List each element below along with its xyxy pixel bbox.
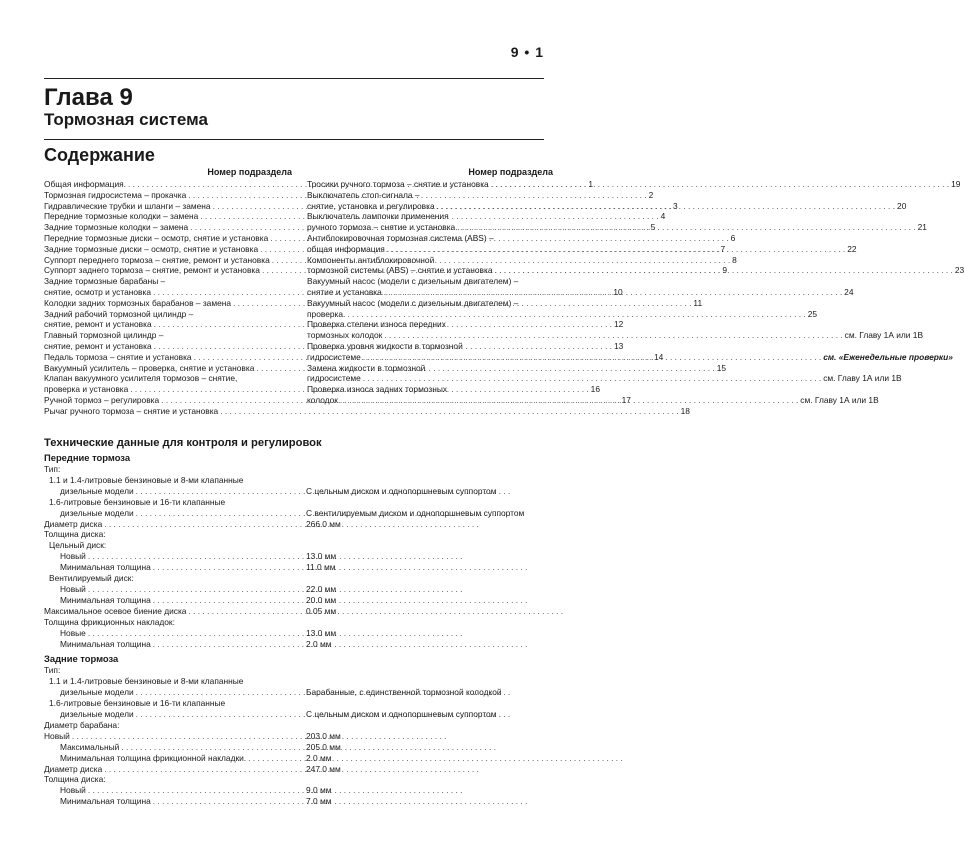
toc-entry-number: см. «Еженедельные проверки» xyxy=(823,351,953,362)
toc-entry-text: Тросики ручного тормоза – снятие и установка xyxy=(307,179,489,189)
spec-key xyxy=(44,464,306,475)
page-number: 9 • 1 xyxy=(510,44,544,60)
toc-entry-line xyxy=(307,222,927,233)
spec-row xyxy=(44,595,556,606)
spec-row xyxy=(44,486,556,497)
dot-leader xyxy=(384,287,842,298)
spec-key-text: Диаметр диска xyxy=(44,518,103,529)
toc-entry-line xyxy=(307,373,902,384)
toc-entry-text: Клапан вакуумного усилителя тормозов – снятие, xyxy=(44,373,238,384)
spec-key-text: Новый xyxy=(60,551,86,562)
spec-key xyxy=(44,774,306,785)
spec-value: 205.0 мм xyxy=(306,741,341,752)
spec-value: С цельным диском и однопоршневым суппортом xyxy=(306,485,497,496)
spec-key xyxy=(44,639,306,650)
spec-value: 247.0 мм xyxy=(306,763,341,774)
spec-key-text: Толщина диска: xyxy=(44,774,106,785)
front-brakes-heading: Передние тормоза xyxy=(44,452,131,463)
rear-brakes-heading: Задние тормоза xyxy=(44,653,119,665)
toc-entry-number: 14 xyxy=(653,351,664,362)
spec-key-text: Новый xyxy=(44,730,70,741)
spec-row xyxy=(44,475,556,486)
spec-key xyxy=(44,720,306,731)
spec-value xyxy=(306,540,556,551)
toc-entry-text: Вакуумный усилитель – проверка, снятие и установка xyxy=(44,362,255,373)
toc-entry-text: Задний рабочий тормозной цилиндр – xyxy=(44,308,194,319)
spec-key-text: Минимальная толщина xyxy=(60,638,151,649)
spec-row xyxy=(44,529,556,540)
spec-value: Барабанные, с единственной тормозной колодкой xyxy=(306,687,502,698)
spec-key-text: Новые xyxy=(60,627,86,638)
spec-key-text: Цельный диск: xyxy=(49,540,107,551)
spec-key-text: Минимальная толщина фрикционной накладки. xyxy=(60,752,247,763)
toc-entry-number: 5 xyxy=(650,222,656,233)
chapter-label: Глава 9 xyxy=(44,84,133,111)
toc-entry-text: Колодки задних тормозных барабанов – замена xyxy=(44,297,232,308)
toc-entry-line xyxy=(307,330,924,341)
toc-entry-number: 21 xyxy=(917,222,927,233)
spec-key xyxy=(44,475,306,486)
spec-key xyxy=(44,665,306,676)
toc-entry-line xyxy=(307,233,553,244)
spec-key xyxy=(44,687,306,698)
toc-entry-text: тормозной системы (ABS) – снятие и установка xyxy=(307,265,493,276)
toc-entry-text: Проверка уровня жидкости в тормозной xyxy=(307,340,463,351)
toc-entry[interactable] xyxy=(307,232,857,255)
top-rule xyxy=(44,78,544,79)
spec-value xyxy=(306,665,556,676)
dot-leader xyxy=(384,330,842,341)
toc-entry-number: 12 xyxy=(614,319,624,330)
spec-value: 2.0 мм xyxy=(306,638,332,649)
spec-value xyxy=(306,475,556,486)
spec-key xyxy=(44,551,306,562)
spec-row xyxy=(44,562,556,573)
toc-entry-text: Гидравлические трубки и шланги – замена xyxy=(44,200,211,211)
toc-entry-line xyxy=(44,330,292,341)
toc-entry-line xyxy=(307,384,553,395)
spec-key xyxy=(44,595,306,606)
toc-entry-text: Задние тормозные колодки – замена xyxy=(44,222,189,233)
spec-value: 2.0 мм xyxy=(306,752,332,763)
spec-value: 266.0 мм xyxy=(306,518,341,529)
spec-key-text: Минимальная толщина xyxy=(60,562,151,573)
toc-entry-text: Передние тормозные колодки – замена xyxy=(44,211,199,222)
chapter-subtitle: Тормозная система xyxy=(44,110,208,129)
toc-entry-number: 9 xyxy=(722,265,727,276)
dot-leader xyxy=(387,244,845,255)
spec-key-text: дизельные модели xyxy=(60,507,134,518)
toc-entry-number: см. Главу 1А или 1В xyxy=(844,330,924,341)
toc-entry-line xyxy=(44,309,292,320)
dot-leader xyxy=(340,395,798,406)
spec-value: 22.0 мм xyxy=(306,583,337,594)
spec-row xyxy=(44,774,556,785)
toc-entry-number: 10 xyxy=(613,286,623,297)
spec-key xyxy=(44,698,306,709)
spec-key xyxy=(44,731,306,742)
toc-entry-line xyxy=(307,341,553,352)
toc-entry-text: Выключатель стоп-сигнала – xyxy=(307,189,420,200)
spec-key-text: 1.6-литровые бензиновые и 16-ти клапанные xyxy=(49,698,226,709)
spec-key-text: Вентилируемый диск: xyxy=(49,573,134,584)
toc-entry-number: 11 xyxy=(693,297,703,308)
toc-entry-text: снятие, ремонт и установка xyxy=(44,340,152,351)
front-brakes-table xyxy=(44,464,556,649)
toc-entry-number: 13 xyxy=(614,340,624,351)
spec-row xyxy=(44,665,556,676)
spec-key-text: Тип: xyxy=(44,464,61,474)
toc-column-header: Номер подраздела xyxy=(207,167,292,177)
spec-key-text: 1.1 и 1.4-литровые бензиновые и 8-ми клапанные xyxy=(49,474,244,485)
toc-entry-text: Педаль тормоза – снятие и установка xyxy=(44,351,192,362)
spec-row xyxy=(44,606,556,617)
toc-entry-text: Задние тормозные диски – осмотр, снятие и установка xyxy=(44,243,259,254)
spec-row xyxy=(44,584,556,595)
toc-entry-number: см. Главу 1А или 1В xyxy=(823,373,902,384)
spec-row xyxy=(44,617,556,628)
spec-value xyxy=(306,774,556,785)
spec-key xyxy=(44,606,306,617)
spec-key xyxy=(44,796,306,807)
toc-entry-text: снятие, осмотр и установка xyxy=(44,286,151,297)
contents-title: Содержание xyxy=(44,145,155,165)
toc-entry-text: Компоненты антиблокировочной xyxy=(307,254,435,265)
tech-data-section xyxy=(44,436,556,807)
toc-entry-text: ручного тормоза – снятие и установка xyxy=(307,222,456,233)
spec-row xyxy=(44,742,556,753)
spec-row xyxy=(44,464,556,475)
toc-entry-number: 1 xyxy=(588,179,594,189)
spec-row xyxy=(44,687,556,698)
toc-entry-line xyxy=(307,190,553,201)
spec-value: 9.0 мм xyxy=(306,785,332,796)
spec-value: С цельным диском и однопоршневым суппортом xyxy=(306,709,497,720)
toc-entry-number: 19 xyxy=(951,179,961,189)
spec-key-text: дизельные модели xyxy=(60,485,134,496)
spec-value: С вентилируемым диском и однопоршневым суппортом xyxy=(306,507,525,518)
toc-entry-text: Проверка износа задних тормозных xyxy=(307,384,448,395)
dot-leader xyxy=(491,179,949,190)
toc-entry-line xyxy=(307,243,857,255)
toc-entry-line xyxy=(307,255,553,266)
spec-row xyxy=(44,709,556,720)
spec-key-text: Новый xyxy=(60,785,86,796)
toc-entry-text: Вакуумный насос (модели с дизельным двигателем) – xyxy=(307,297,519,308)
toc-entry-line xyxy=(44,405,690,417)
toc-entry-text: гидросистеме xyxy=(307,373,361,384)
spec-row xyxy=(44,731,556,742)
dot-leader xyxy=(347,309,805,320)
toc-entry-number: 6 xyxy=(730,232,736,243)
spec-row xyxy=(44,508,556,519)
toc-entry-number: 25 xyxy=(807,308,818,319)
spec-key-text: Диаметр диска xyxy=(44,763,103,774)
spec-row xyxy=(44,676,556,687)
spec-row xyxy=(44,551,556,562)
spec-key xyxy=(44,519,306,530)
toc-entry[interactable] xyxy=(307,189,907,212)
spec-value: 13.0 мм xyxy=(306,551,337,562)
toc-entry-number: 18 xyxy=(680,405,690,416)
toc-entry-number: 17 xyxy=(621,394,631,405)
tech-data-title: Технические данные для контроля и регулировок xyxy=(44,437,322,449)
spec-row xyxy=(44,720,556,731)
section-rule xyxy=(44,139,544,140)
dot-leader xyxy=(437,201,895,212)
toc-entry-number: 7 xyxy=(720,243,726,254)
spec-row xyxy=(44,639,556,650)
spec-row xyxy=(44,628,556,639)
toc-entry-text: Выключатель лампочки применения xyxy=(307,211,449,222)
toc-entry-line xyxy=(307,308,818,320)
spec-value xyxy=(306,676,556,687)
toc-entry-line xyxy=(44,276,292,287)
toc-entry-text: снятие, установка и регулировка xyxy=(307,200,435,211)
toc-entry-line xyxy=(44,373,292,384)
spec-key xyxy=(44,676,306,687)
toc-entry-text: Антиблокировочная тормозная система (ABS) – xyxy=(307,232,494,243)
toc-entry-text: Общая информация. xyxy=(44,179,126,189)
toc-entry-text: проверка. xyxy=(307,308,346,319)
toc-entry-text: Задние тормозные барабаны – xyxy=(44,276,166,287)
spec-value: 13.0 мм xyxy=(306,627,337,638)
toc-entry-text: Передние тормозные диски – осмотр, снятие и установка xyxy=(44,232,269,243)
spec-key-text: Диаметр барабана: xyxy=(44,719,120,730)
spec-key xyxy=(44,573,306,584)
toc-entry-number: 23 xyxy=(954,265,964,276)
dot-leader xyxy=(457,222,915,233)
spec-value xyxy=(306,720,556,731)
spec-value xyxy=(306,573,556,584)
toc-entry-text: колодок xyxy=(307,394,338,405)
dot-leader xyxy=(363,352,821,363)
spec-key-text: 1.6-литровые бензиновые и 16-ти клапанные xyxy=(49,496,226,507)
toc-entry-number: см. Главу 1А или 1В xyxy=(800,394,879,405)
spec-key-text: Максимальное осевое биение диска xyxy=(44,605,187,616)
toc-entry-number: 16 xyxy=(590,384,600,395)
toc-entry-text: Главный тормозной цилиндр – xyxy=(44,330,164,341)
toc-entry-text: Проверка степени износа передних xyxy=(307,319,446,330)
spec-key-text: Максимальный xyxy=(60,741,120,752)
spec-key xyxy=(44,753,306,764)
toc-entry-line xyxy=(307,363,553,374)
spec-key xyxy=(44,764,306,775)
toc-entry-line xyxy=(307,200,907,212)
toc-entry-number: 4 xyxy=(660,211,666,222)
toc-entry-text: снятие и установка xyxy=(307,286,382,297)
toc-entry-text: общая информация xyxy=(307,243,385,254)
spec-value: 0.05 мм xyxy=(306,605,337,616)
toc-entry-text: гидросистеме xyxy=(307,351,361,362)
spec-row xyxy=(44,753,556,764)
spec-key xyxy=(44,785,306,796)
toc-entry-text: Рычаг ручного тормоза – снятие и установка xyxy=(44,405,219,416)
spec-key xyxy=(44,508,306,519)
toc-entry-number: 2 xyxy=(648,189,654,200)
spec-row xyxy=(44,764,556,775)
spec-key xyxy=(44,584,306,595)
spec-key xyxy=(44,497,306,508)
spec-value: 7.0 мм xyxy=(306,796,332,807)
toc-entry-text: Вакуумный насос (модели с дизельным двигателем) – xyxy=(307,276,519,287)
toc-entry-line xyxy=(307,179,961,190)
spec-key-text: 1.1 и 1.4-литровые бензиновые и 8-ми клапанные xyxy=(49,676,244,687)
spec-key-text: дизельные модели xyxy=(60,709,134,720)
toc-entry-text: Ручной тормоз – регулировка xyxy=(44,394,160,405)
spec-key-text: Новый xyxy=(60,583,86,594)
spec-key xyxy=(44,540,306,551)
spec-row xyxy=(44,573,556,584)
toc-entry-text: Суппорт переднего тормоза – снятие, ремонт и установка xyxy=(44,254,270,265)
spec-row xyxy=(44,519,556,530)
spec-key xyxy=(44,628,306,639)
rear-brakes-table xyxy=(44,665,556,807)
spec-row xyxy=(44,785,556,796)
spec-key xyxy=(44,742,306,753)
spec-value xyxy=(306,529,556,540)
spec-value: 20.0 мм xyxy=(306,594,337,605)
spec-key-text: Толщина фрикционных накладок: xyxy=(44,616,175,627)
spec-key-text: Тип: xyxy=(44,665,61,676)
toc-entry-number: 24 xyxy=(844,286,854,297)
toc-entry-text: снятие, ремонт и установка xyxy=(44,319,152,330)
toc-entry-line xyxy=(307,211,553,222)
toc-entry-line xyxy=(307,298,553,309)
spec-value xyxy=(306,497,556,508)
spec-value xyxy=(306,617,556,628)
toc-entry-number: 8 xyxy=(732,254,737,265)
dot-leader xyxy=(220,406,678,417)
spec-row xyxy=(44,796,556,807)
toc-entry[interactable] xyxy=(307,179,961,190)
dot-leader xyxy=(494,265,952,276)
toc-entry-line xyxy=(307,265,964,276)
spec-key-text: Минимальная толщина xyxy=(60,796,151,807)
spec-value xyxy=(306,698,556,709)
spec-key xyxy=(44,617,306,628)
spec-key-text: Минимальная толщина xyxy=(60,594,151,605)
spec-value xyxy=(306,464,556,475)
spec-value: 11.0 мм xyxy=(306,562,336,573)
toc-entry-text: Замена жидкости в тормозной xyxy=(307,362,426,373)
toc-entry-number: 20 xyxy=(897,200,907,211)
toc-entry[interactable] xyxy=(307,254,964,277)
toc-column-header: Номер подраздела xyxy=(468,167,553,177)
toc-entry-line xyxy=(307,319,553,330)
dot-leader xyxy=(363,373,821,384)
toc-entry-line xyxy=(307,276,553,287)
toc-entry-text: Суппорт заднего тормоза – снятие, ремонт и установка xyxy=(44,265,260,276)
toc-entry-number: 15 xyxy=(716,362,727,373)
spec-key xyxy=(44,486,306,497)
toc-entry-number: 22 xyxy=(847,243,857,254)
spec-row xyxy=(44,540,556,551)
toc-entry-text: Тормозная гидросистема – прокачка xyxy=(44,189,187,200)
spec-row xyxy=(44,698,556,709)
spec-row xyxy=(44,497,556,508)
toc-entry[interactable] xyxy=(307,211,927,233)
toc-entry-number: 3 xyxy=(672,200,678,211)
spec-key-text: дизельные модели xyxy=(60,687,134,698)
toc-entry-text: тормозных колодок xyxy=(307,330,383,341)
spec-value: 203.0 мм xyxy=(306,730,341,741)
toc-entry[interactable] xyxy=(44,405,690,417)
spec-key xyxy=(44,529,306,540)
spec-key xyxy=(44,709,306,720)
toc-entry-text: проверка и установка xyxy=(44,384,129,395)
spec-key-text: Толщина диска: xyxy=(44,529,106,540)
spec-key xyxy=(44,562,306,573)
